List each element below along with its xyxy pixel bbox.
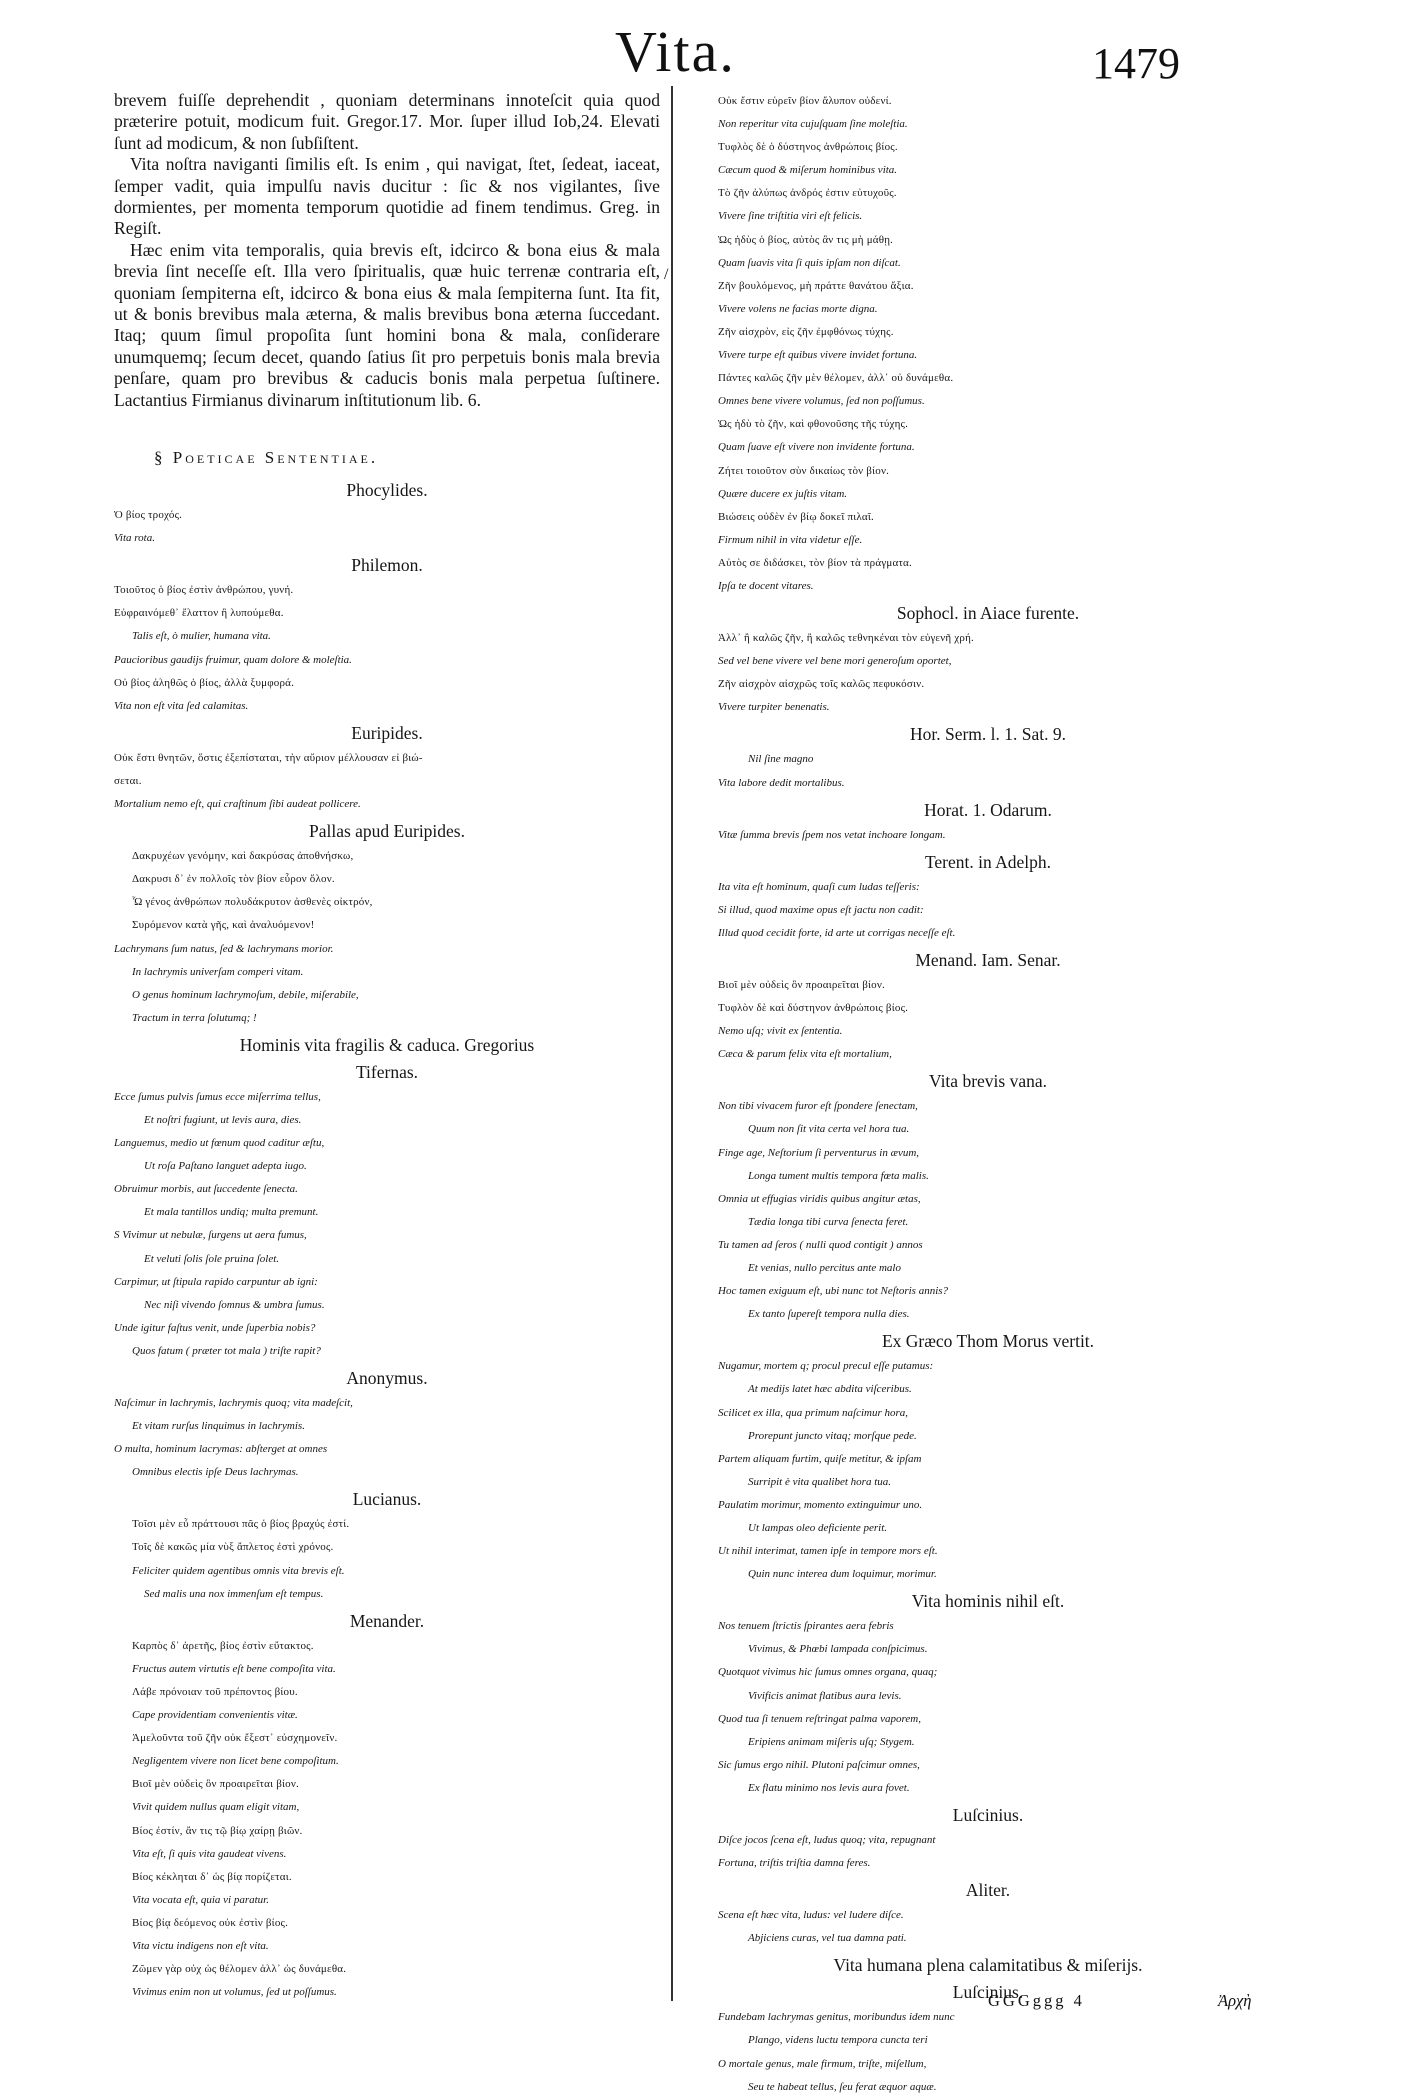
latin-verse-line: Ut nihil interimat, tamen ipſe in tempore mors eſt. — [718, 1545, 938, 1558]
latin-verse-line: Partem aliquam furtim, quiſe metitur, & ipſam — [718, 1452, 922, 1465]
margin-mark: / — [664, 266, 669, 283]
latin-verse-line: Omnia ut effugias viridis quibus angitur ætas, — [718, 1192, 921, 1205]
latin-verse-line: Naſcimur in lachrymis, lachrymis quoq; vita madeſcit, — [114, 1397, 353, 1409]
latin-verse-line: Finge age, Neſtorium ſi perventurus in ævum, — [718, 1146, 920, 1159]
paragraph: Hæc enim vita temporalis, quia brevis eſt, idcirco & bona eius & mala brevia ſint neceſſe eſt. Illa vero ſpiritualis, quæ huic terrenæ contraria eſt, quoniam ſempiterna eſt, idcirco & bona eius & mala ſempiterna ſunt. Ita fit, ut & bonis brevibus mala æterna, & malis brevibus bona æterna ſuccedant. Itaq; quum ſimul propoſita ſunt homini bona & mala, conſiderare unumquemq; ſecum decet, quando ſatius ſit pro perpetuis bonis mala brevia penſare, quam pro brevibus & caducis bonis mala perpetua ſuſtinere. Lactantius Firmianus divinarum inſtitutionum lib. 6. — [114, 239, 660, 410]
latin-verse-line: Ecce ſumus pulvis ſumus ecce miſerrima tellus, — [114, 1090, 321, 1103]
verse-section — [718, 90, 1258, 2099]
greek-verse-line: Λάβε πρόνοιαν τοῦ πρέποντος βίου. — [132, 1685, 298, 1698]
latin-verse-line: Cape providentiam convenientis vitæ. — [132, 1709, 298, 1722]
latin-verse-line: Nugamur, mortem q; procul precul eſſe putamus: — [718, 1360, 934, 1373]
latin-verse-line: Quod tua ſi tenuem reſtringat palma vaporem, — [718, 1712, 921, 1725]
latin-verse-line: Tædia longa tibi curva ſenecta feret. — [748, 1215, 909, 1228]
section-heading: § Poeticae Sententiae. — [154, 448, 379, 468]
latin-verse-line: Vivimus, & Phœbi lampada conſpicimus. — [748, 1643, 928, 1656]
greek-verse-line: Οὐκ ἔστιν εὑρεῖν βίον ἄλυπον οὐδενί. — [718, 95, 892, 107]
greek-verse-line: Ζήτει τοιοῦτον σὺν δικαίως τὸν βίον. — [718, 464, 890, 477]
greek-verse-line: Αὐτὸς σε διδάσκει, τὸν βίον τὰ πράγματα. — [718, 556, 912, 569]
latin-verse-line: Quos fatum ( præter tot mala ) triſte rapit? — [132, 1344, 321, 1357]
greek-verse-line: Βιοῖ μὲν οὐδεὶς ὃν προαιρεῖται βίον. — [718, 979, 885, 991]
latin-verse-line: Abjiciens curas, vel tua damna pati. — [748, 1932, 907, 1945]
latin-verse-line: Ipſa te docent vitares. — [718, 579, 814, 592]
author-heading: Vita humana plena calamitatibus & miſerijs. — [833, 1955, 1143, 1976]
latin-verse-line: O multa, hominum lacrymas: abſterget at omnes — [114, 1443, 328, 1456]
latin-verse-line: Vivere turpiter benenatis. — [718, 701, 830, 714]
latin-verse-line: O mortale genus, male firmum, triſte, miſellum, — [718, 2057, 927, 2070]
latin-verse-line: Scena eſt hæc vita, ludus: vel ludere diſce. — [718, 1909, 904, 1922]
author-heading: Menand. Iam. Senar. — [915, 950, 1061, 970]
printer-signature: GGGggg 4 — [988, 1991, 1085, 2010]
greek-verse-line: Καρπὸς δ᾽ ἀρετῆς, βίος ἐστὶν εὔτακτος. — [132, 1639, 314, 1652]
latin-verse-line: Seu te habeat tellus, ſeu ferat æquor aquæ. — [748, 2080, 937, 2093]
greek-verse-line: Βιοῖ μὲν οὐδεὶς ὃν προαιρεῖται βίον. — [132, 1778, 299, 1791]
greek-verse-line: Δακρυχέων γενόμην, καὶ δακρύσας ἀποθνήσκω, — [132, 850, 354, 863]
author-heading: Luſcinius. — [952, 1982, 1024, 2003]
latin-verse-line: Scilicet ex illa, qua primum naſcimur hora, — [718, 1406, 909, 1419]
latin-verse-line: Sed malis una nox immenſum eſt tempus. — [144, 1587, 324, 1600]
latin-verse-line: Non tibi vivacem furor eſt ſpondere ſenectam, — [718, 1100, 918, 1113]
greek-verse-line: Ζῆν αἰσχρὸν αἰσχρῶς τοῖς καλῶς πεφυκόσιν. — [718, 678, 925, 691]
greek-verse-line: Τυφλὸν δὲ καὶ δύστηνον ἀνθρώποις βίος. — [718, 1002, 909, 1015]
greek-verse-line: Δακρυσι δ᾽ ἐν πολλοῖς τὸν βίον εὗρον ὅλον. — [132, 873, 335, 886]
author-heading: Lucianus. — [352, 1489, 422, 1510]
latin-verse-line: Vivimus enim non ut volumus, ſed ut poſſumus. — [132, 1986, 337, 1999]
latin-verse-line: Hoc tamen exiguum eſt, ubi nunc tot Neſtoris annis? — [718, 1285, 949, 1298]
latin-verse-line: Quin nunc interea dum loquimur, morimur. — [748, 1568, 937, 1581]
greek-verse-line: Βίος κέκληται δ᾽ ὡς βίᾳ πορίζεται. — [132, 1870, 292, 1883]
latin-verse-line: Vita labore dedit mortalibus. — [718, 776, 845, 789]
greek-verse-line: Τυφλὸς δὲ ὁ δύστηνος ἀνθρώποις βίος. — [718, 141, 898, 154]
greek-verse-line: Οὐ βίος ἀληθῶς ὁ βίος, ἀλλὰ ξυμφορά. — [114, 676, 295, 689]
latin-verse-line: Nemo uſq; vivit ex ſententia. — [718, 1025, 843, 1038]
author-heading: Anonymus. — [346, 1368, 428, 1388]
author-heading: Ex Græco Thom Morus vertit. — [881, 1331, 1095, 1352]
latin-verse-line: Talis eſt, ò mulier, humana vita. — [132, 630, 271, 643]
author-heading: Vita brevis vana. — [928, 1071, 1047, 1092]
latin-verse-line: Vita non eſt vita ſed calamitas. — [114, 699, 249, 712]
greek-verse-line: Ὡς ἡδὺ τὸ ζῆν, καὶ φθονοῦσης τῆς τύχης. — [718, 418, 909, 431]
author-heading: Tifernas. — [355, 1061, 419, 1082]
greek-verse-line: Πάντες καλῶς ζῆν μὲν θέλομεν, ἀλλ᾽ οὐ δυνάμεθα. — [718, 372, 954, 385]
latin-verse-line: Lachrymans ſum natus, ſed & lachrymans morior. — [114, 942, 334, 955]
latin-verse-line: Firmum nihil in vita videtur eſſe. — [718, 533, 863, 546]
latin-verse-line: At medijs latet hæc abdita viſceribus. — [748, 1383, 912, 1396]
greek-verse-line: Βίος βίᾳ δεόμενος οὐκ ἐστὶν βίος. — [132, 1916, 289, 1929]
latin-verse-line: Tractum in terra ſolutumq; ! — [132, 1011, 257, 1024]
latin-verse-line: Si illud, quod maxime opus eſt jactu non cadit: — [718, 903, 924, 916]
author-heading: Phocylides. — [346, 480, 428, 501]
greek-verse-line: σεται. — [114, 774, 142, 787]
latin-verse-line: Prorepunt juncto vitaq; morſque pede. — [748, 1429, 917, 1442]
latin-verse-line: Vivere volens ne facias morte digna. — [718, 302, 878, 315]
greek-verse-line: Ζῶμεν γὰρ οὐχ ὡς θέλομεν ἀλλ᾽ ὡς δυνάμεθα. — [132, 1963, 347, 1976]
paragraph: Vita noſtra naviganti ſimilis eſt. Is enim , qui navigat, ſtet, ſedeat, iaceat, ſemper vadit, quia impulſu navis ducitur : ſic & nos vigilantes, ſive dormientes, per momenta temporum quotidie ad finem tendimus. Greg. in Regiſt. — [114, 154, 660, 239]
greek-verse-line: Οὐκ ἔστι θνητῶν, ὅστις ἐξεπίσταται, τὴν αὔριον μέλλουσαν εἰ βιώ- — [114, 751, 423, 764]
latin-verse-line: Vita vocata eſt, quia vi paratur. — [132, 1893, 269, 1906]
latin-verse-line: Fructus autem virtutis eſt bene compoſita vita. — [132, 1662, 336, 1675]
greek-verse-line: Τὸ ζῆν ἀλύπως ἀνδρός ἐστιν εὐτυχοῦς. — [718, 187, 897, 200]
latin-verse-line: Quam ſuavis vita ſi quis ipſam non diſcat. — [718, 256, 901, 269]
latin-verse-line: Cæcum quod & miſerum hominibus vita. — [718, 164, 898, 177]
author-heading: Horat. 1. Odarum. — [924, 799, 1052, 820]
latin-verse-line: Eripiens animam miſeris uſq; Stygem. — [748, 1735, 915, 1748]
latin-verse-line: Ut lampas oleo deficiente perit. — [748, 1521, 887, 1534]
latin-verse-line: Omnes bene vivere volumus, ſed non poſſumus. — [718, 395, 925, 408]
latin-verse-line: Diſce jocos ſcena eſt, ludus quoq; vita, repugnant — [718, 1834, 936, 1846]
latin-verse-line: Ita vita eſt hominum, quaſi cum ludas teſſeris: — [718, 880, 920, 893]
latin-verse-line: Nil ſine magno — [748, 753, 814, 766]
latin-verse-line: Quum non ſit vita certa vel hora tua. — [748, 1123, 910, 1136]
greek-verse-line: Ζῆν βουλόμενος, μὴ πράττε θανάτου ἄξια. — [718, 279, 914, 292]
author-heading: Pallas apud Euripides. — [308, 821, 465, 842]
latin-verse-line: Languemus, medio ut fœnum quod caditur æſtu, — [114, 1137, 325, 1150]
greek-verse-line: Ἀλλ᾽ ἢ καλῶς ζῆν, ἢ καλῶς τεθνηκέναι τὸν εὐγενῆ χρή. — [718, 632, 974, 645]
greek-verse-line: Ἀμελοῦντα τοῦ ζῆν οὐκ ἔξεστ᾽ εὐσχημονεῖν. — [132, 1732, 338, 1745]
page-number: 1479 — [1092, 39, 1180, 88]
latin-verse-line: Nos tenuem ſtrictis ſpirantes aera febris — [718, 1620, 894, 1633]
latin-verse-line: Et vitam rurſus linquimus in lachrymis. — [132, 1420, 305, 1433]
latin-verse-line: Tu tamen ad ſeros ( nulli quod contigit ) annos — [718, 1238, 923, 1251]
latin-verse-line: Illud quod cecidit forte, id arte ut corrigas neceſſe eſt. — [718, 926, 956, 939]
latin-verse-line: Vivere turpe eſt quibus vivere invidet fortuna. — [718, 349, 918, 362]
greek-verse-line: Ὁ βίος τροχός. — [114, 509, 183, 522]
greek-verse-line: Ζῆν αἰσχρὸν, εἰς ζῆν ἐμφθόνως τύχης. — [718, 325, 894, 338]
latin-verse-line: In lachrymis univerſam comperi vitam. — [132, 965, 304, 978]
author-heading: Euripides. — [351, 722, 423, 743]
latin-verse-line: Vivificis animat flatibus aura levis. — [748, 1689, 902, 1702]
latin-verse-line: S Vivimur ut nebulæ, ſurgens ut aera fumus, — [114, 1229, 307, 1242]
author-heading: Menander. — [349, 1610, 425, 1631]
latin-verse-line: Quam ſuave eſt vivere non invidente fortuna. — [718, 441, 915, 454]
latin-verse-line: Et mala tantillos undiq; multa premunt. — [144, 1206, 319, 1219]
latin-verse-line: Vivit quidem nullus quam eligit vitam, — [132, 1801, 300, 1814]
latin-verse-line: Sic ſumus ergo nihil. Plutoni paſcimur omnes, — [718, 1758, 920, 1771]
latin-verse-line: Feliciter quidem agentibus omnis vita brevis eſt. — [132, 1564, 345, 1577]
latin-verse-line: Vitæ ſumma brevis ſpem nos vetat inchoare longam. — [718, 828, 946, 841]
greek-verse-line: Ὡς ἡδὺς ὁ βίος, αὐτὸς ἂν τις μὴ μάθῃ. — [718, 233, 894, 246]
paragraph: brevem fuiſſe deprehendit , quoniam determinans innoteſcit quia quod præterire potuit, modicum fuit. Gregor.17. Mor. ſuper illud Iob,24. Elevati ſunt ad modicum, & non ſubſiſtent. — [114, 90, 660, 153]
greek-verse-line: Βίος ἐστίν, ἄν τις τῷ βίῳ χαίρῃ βιῶν. — [132, 1824, 303, 1837]
greek-verse-line: Τοῖσι μὲν εὖ πράττουσι πᾶς ὁ βίος βραχύς ἐστί. — [132, 1518, 350, 1531]
left-column — [114, 90, 660, 1999]
latin-verse-line: Paucioribus gaudijs fruimur, quam dolore & moleſtia. — [114, 653, 352, 666]
latin-verse-line: Mortalium nemo eſt, qui craſtinum ſibi audeat pollicere. — [114, 798, 361, 811]
latin-verse-line: Plango, videns luctu tempora cuncta teri — [748, 2034, 928, 2047]
latin-verse-line: Obruimur morbis, aut ſuccedente ſenecta. — [114, 1183, 298, 1196]
latin-verse-line: Vivere ſine triſtitia viri eſt felicis. — [718, 210, 863, 223]
greek-verse-line: Συρόμενον κατὰ γῆς, καὶ ἀναλυόμενον! — [132, 919, 315, 932]
latin-verse-line: Nec niſi vivendo ſomnus & umbra ſumus. — [144, 1298, 325, 1311]
latin-verse-line: Non reperitur vita cujuſquam ſine moleſtia. — [718, 118, 908, 131]
latin-verse-line: Ex tanto ſupereſt tempora nulla dies. — [748, 1308, 910, 1321]
latin-verse-line: Et noſtri fugiunt, ut levis aura, dies. — [144, 1113, 302, 1126]
author-heading: Philemon. — [351, 555, 423, 576]
column-divider — [671, 86, 673, 2001]
author-heading: Aliter. — [965, 1880, 1011, 1901]
greek-verse-line: Τοιοῦτος ὁ βίος ἐστὶν ἀνθρώπου, γυνή. — [114, 584, 294, 597]
latin-verse-line: Quotquot vivimus hic ſumus omnes organa, quaq; — [718, 1666, 938, 1679]
latin-verse-line: Quære ducere ex juſtis vitam. — [718, 487, 848, 500]
latin-verse-line: Cæca & parum felix vita eſt mortalium, — [718, 1048, 892, 1061]
latin-verse-line: Vita rota. — [114, 532, 155, 545]
greek-verse-line: Εὐφραινόμεθ᾽ ἔλαττον ἢ λυπούμεθα. — [114, 607, 284, 620]
prose-section — [114, 90, 660, 411]
latin-verse-line: Vita eſt, ſi quis vita gaudeat vivens. — [132, 1847, 287, 1860]
verse-section — [114, 478, 660, 2004]
latin-verse-line: Longa tument multis tempora fœta malis. — [748, 1169, 929, 1182]
latin-verse-line: Omnibus electis ipſe Deus lachrymas. — [132, 1466, 299, 1479]
latin-verse-line: Carpimur, ut ſtipula rapido carpuntur ab igni: — [114, 1275, 318, 1288]
latin-verse-line: Et veluti ſolis ſole pruina ſolet. — [144, 1252, 280, 1265]
latin-verse-line: Ut roſa Paſtano languet adepta iugo. — [144, 1160, 307, 1173]
latin-verse-line: Ex flatu minimo nos levis aura fovet. — [748, 1781, 910, 1794]
author-heading: Vita hominis nihil eſt. — [911, 1591, 1065, 1612]
author-heading: Terent. in Adelph. — [924, 851, 1052, 872]
latin-verse-line: Surripit è vita qualibet hora tua. — [748, 1475, 891, 1488]
latin-verse-line: Unde igitur faſtus venit, unde ſuperbia nobis? — [114, 1321, 316, 1334]
latin-verse-line: Paulatim morimur, momento extinguimur uno. — [718, 1498, 923, 1511]
author-heading: Hor. Serm. l. 1. Sat. 9. — [909, 724, 1067, 745]
greek-verse-line: Ὦ γένος ἀνθρώπων πολυδάκρυτον ἀσθενὲς οἰκτρόν, — [132, 896, 373, 909]
latin-verse-line: O genus hominum lachrymoſum, debile, miſerabile, — [132, 988, 359, 1001]
latin-verse-line: Vita victu indigens non eſt vita. — [132, 1939, 269, 1952]
greek-verse-line: Βιώσεις οὐδὲν ἐν βίῳ δοκεῖ πιλαῖ. — [718, 510, 874, 523]
latin-verse-line: Sed vel bene vivere vel bene mori generoſum oportet, — [718, 655, 952, 668]
running-head-title: Vita. — [615, 19, 736, 84]
greek-verse-line: Τοῖς δὲ κακῶς μία νὺξ ἄπλετος ἐστὶ χρόνος. — [132, 1541, 334, 1554]
latin-verse-line: Fortuna, triſtis triſtia damna feres. — [718, 1857, 871, 1870]
author-heading: Sophocl. in Aiace furente. — [896, 603, 1080, 624]
catchword: Ἀρχὴ — [1218, 1991, 1252, 2010]
latin-verse-line: Fundebam lachrymas genitus, moribundus idem nunc — [718, 2011, 955, 2024]
author-heading: Hominis vita fragilis & caduca. Gregorius — [239, 1034, 535, 1055]
author-heading: Luſcinius. — [952, 1805, 1024, 1825]
latin-verse-line: Et venias, nullo percitus ante malo — [748, 1262, 901, 1275]
latin-verse-line: Negligentem vivere non licet bene compoſitum. — [132, 1755, 339, 1768]
